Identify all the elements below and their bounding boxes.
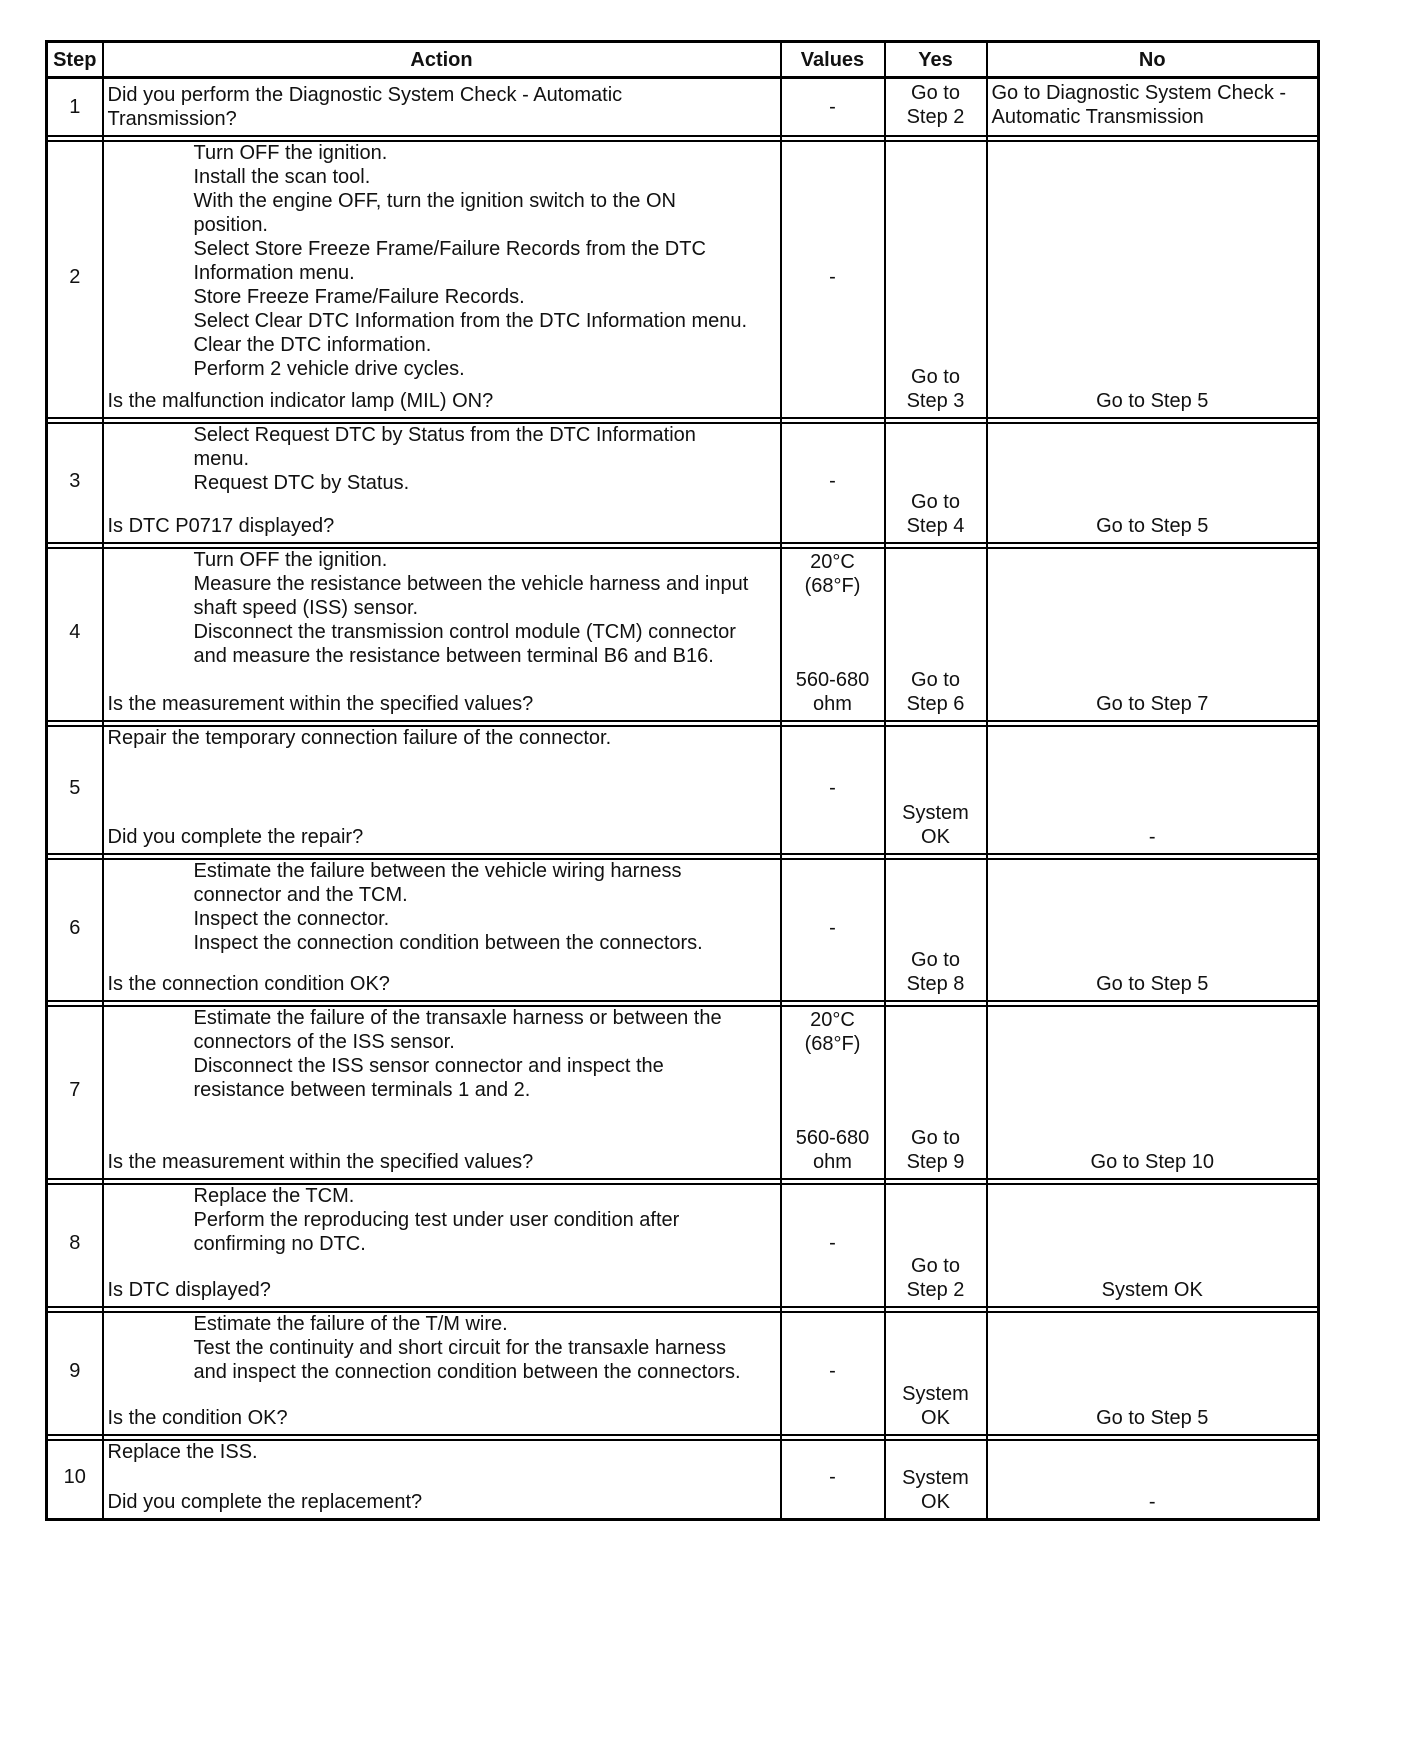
action-instruction: confirming no DTC. (193, 1233, 366, 1255)
action-instruction: Turn OFF the ignition. (193, 142, 388, 164)
yes-result (886, 1126, 986, 1174)
yes-line: Go to (911, 1127, 960, 1149)
action-instruction: and inspect the connection condition between the connectors. (193, 1361, 741, 1383)
action-line: Replace the ISS. (107, 1441, 258, 1463)
no-result: System OK (1101, 1279, 1203, 1301)
action-instruction: Store Freeze Frame/Failure Records. (193, 286, 525, 308)
table-row (47, 1307, 1319, 1435)
values-temperature (782, 1008, 884, 1056)
action-instruction: position. (193, 214, 268, 236)
values-cell (781, 136, 885, 418)
header-step: Step (47, 42, 103, 78)
values-cell (781, 1179, 885, 1307)
no-cell (987, 1435, 1319, 1519)
header-no: No (987, 42, 1319, 78)
values-line: 20°C (810, 551, 855, 573)
action-cell (103, 78, 781, 137)
values-line: ohm (813, 693, 852, 715)
action-instruction: connectors of the ISS sensor. (193, 1031, 455, 1053)
action-cell (103, 418, 781, 543)
yes-line: Step 4 (906, 515, 965, 537)
values-dash: - (829, 266, 836, 288)
values-line: ohm (813, 1151, 852, 1173)
values-dash: - (829, 1360, 836, 1382)
action-instruction: Inspect the connection condition between the connectors. (193, 932, 703, 954)
action-instruction: Perform 2 vehicle drive cycles. (193, 358, 465, 380)
no-result: - (1148, 826, 1156, 848)
action-instruction: Select Clear DTC Information from the DTC Information menu. (193, 310, 748, 332)
values-cell (781, 1307, 885, 1435)
yes-result (886, 668, 986, 716)
no-cell (987, 418, 1319, 543)
yes-line: System (902, 1466, 969, 1489)
yes-cell (885, 543, 987, 721)
step-number: 5 (47, 721, 103, 854)
action-instruction: Install the scan tool. (193, 166, 371, 188)
action-instruction: Turn OFF the ignition. (193, 549, 388, 571)
step-number: 7 (47, 1001, 103, 1179)
no-cell (987, 543, 1319, 721)
yes-line: Go to (911, 669, 960, 691)
action-question: Is DTC P0717 displayed? (107, 515, 335, 537)
yes-line: Step 6 (906, 693, 965, 715)
step-number: 4 (47, 543, 103, 721)
no-cell (987, 136, 1319, 418)
values-temperature (782, 550, 884, 598)
no-cell (987, 1179, 1319, 1307)
action-instruction: Select Store Freeze Frame/Failure Records from the DTC (193, 238, 706, 260)
values-dash: - (829, 96, 836, 118)
no-result: Go to Step 5 (1096, 973, 1209, 995)
action-instruction: Estimate the failure between the vehicle wiring harness (193, 860, 682, 882)
yes-line: Go to (911, 491, 960, 513)
action-cell (103, 543, 781, 721)
yes-line: System (902, 1383, 969, 1405)
yes-result (886, 1254, 986, 1302)
action-question: Is the measurement within the specified values? (107, 1151, 534, 1173)
yes-line: Step 9 (906, 1151, 965, 1173)
table-row (47, 1001, 1319, 1179)
table-row (47, 721, 1319, 854)
yes-cell (885, 78, 987, 137)
action-cell (103, 854, 781, 1001)
no-result: Go to Step 5 (1096, 390, 1209, 412)
values-dash: - (829, 776, 836, 799)
header-row (47, 42, 1319, 78)
values-line: (68°F) (804, 575, 861, 597)
yes-cell (885, 1307, 987, 1435)
yes-line: Step 3 (906, 390, 965, 412)
action-cell (103, 1307, 781, 1435)
action-instruction: Inspect the connector. (193, 908, 390, 930)
no-cell (987, 78, 1319, 137)
action-instruction: Select Request DTC by Status from the DTC Information (193, 424, 696, 446)
no-result: Go to Step 10 (1090, 1151, 1214, 1173)
values-cell (781, 418, 885, 543)
step-number: 6 (47, 854, 103, 1001)
no-result: - (1148, 1490, 1156, 1513)
action-cell (103, 136, 781, 418)
yes-line: Go to (911, 949, 960, 971)
action-instruction: Perform the reproducing test under user condition after (193, 1209, 680, 1231)
action-instruction: Disconnect the transmission control module (TCM) connector (193, 621, 736, 643)
action-question: Is the connection condition OK? (107, 973, 390, 995)
yes-line: Go to (911, 366, 960, 388)
action-cell (103, 1435, 781, 1519)
action-instruction: menu. (193, 448, 250, 470)
no-cell (987, 1307, 1319, 1435)
action-question: Did you complete the repair? (107, 826, 364, 848)
yes-cell (885, 1435, 987, 1519)
table-row (47, 78, 1319, 137)
no-result: Go to Step 7 (1096, 693, 1209, 715)
table-row (47, 136, 1319, 418)
yes-cell (885, 854, 987, 1001)
yes-result (886, 948, 986, 996)
action-question: Is the malfunction indicator lamp (MIL) ON? (107, 390, 494, 412)
action-instruction: Information menu. (193, 262, 355, 284)
values-dash: - (829, 916, 836, 939)
action-question: Is the condition OK? (107, 1407, 288, 1429)
yes-result (886, 1466, 986, 1514)
action-instruction: Replace the TCM. (193, 1185, 355, 1207)
values-resistance (782, 668, 884, 716)
step-number: 9 (47, 1307, 103, 1435)
action-instruction: Estimate the failure of the T/M wire. (193, 1313, 508, 1335)
action-line: Repair the temporary connection failure of the connector. (107, 727, 612, 749)
action-question: Did you complete the replacement? (107, 1490, 423, 1513)
step-number: 3 (47, 418, 103, 543)
values-line: (68°F) (804, 1033, 861, 1055)
yes-result (886, 490, 986, 538)
no-line: Automatic Transmission (991, 106, 1204, 128)
action-instruction: Measure the resistance between the vehicle harness and input (193, 573, 749, 595)
step-number: 10 (47, 1435, 103, 1519)
no-result: Go to Step 5 (1096, 1407, 1209, 1429)
yes-line: Step 2 (906, 106, 965, 128)
action-question: Is the measurement within the specified values? (107, 693, 534, 715)
action-line: Transmission? (107, 108, 237, 130)
action-instruction: Request DTC by Status. (193, 472, 410, 494)
action-cell (103, 721, 781, 854)
table-row (47, 1435, 1319, 1519)
diagnostic-table (45, 40, 1320, 1521)
table-row (47, 418, 1319, 543)
values-resistance (782, 1126, 884, 1174)
header-action: Action (103, 42, 781, 78)
values-line: 20°C (810, 1009, 855, 1031)
table-row (47, 1179, 1319, 1307)
yes-result (886, 1382, 986, 1430)
values-line: 560-680 (795, 1127, 870, 1149)
action-instruction: Clear the DTC information. (193, 334, 432, 356)
table-row (47, 854, 1319, 1001)
values-dash: - (829, 469, 836, 492)
yes-line: OK (921, 826, 950, 848)
header-values: Values (781, 42, 885, 78)
yes-result (886, 801, 986, 849)
values-cell (781, 78, 885, 137)
no-cell (987, 854, 1319, 1001)
step-number: 2 (47, 136, 103, 418)
yes-line: System (902, 802, 969, 824)
yes-cell (885, 418, 987, 543)
action-cell (103, 1001, 781, 1179)
yes-line: Step 8 (906, 973, 965, 995)
header-yes: Yes (885, 42, 987, 78)
no-line: Go to Diagnostic System Check - (991, 82, 1287, 104)
yes-cell (885, 1179, 987, 1307)
values-dash: - (829, 1232, 836, 1254)
no-result: Go to Step 5 (1096, 515, 1209, 537)
values-cell (781, 1435, 885, 1519)
values-line: 560-680 (795, 669, 870, 691)
yes-line: Go to (911, 82, 960, 104)
values-dash: - (829, 1465, 836, 1488)
table-row (47, 543, 1319, 721)
action-line: Did you perform the Diagnostic System Check - Automatic (107, 84, 623, 106)
action-instruction: Test the continuity and short circuit for the transaxle harness (193, 1337, 726, 1359)
yes-cell (885, 1001, 987, 1179)
values-cell (781, 1001, 885, 1179)
values-cell (781, 721, 885, 854)
action-instruction: connector and the TCM. (193, 884, 408, 906)
action-instruction: With the engine OFF, turn the ignition switch to the ON (193, 190, 676, 212)
action-instruction: resistance between terminals 1 and 2. (193, 1079, 531, 1101)
action-instruction: Estimate the failure of the transaxle harness or between the (193, 1007, 722, 1029)
yes-line: Step 2 (906, 1279, 965, 1301)
step-number: 8 (47, 1179, 103, 1307)
yes-result (886, 81, 986, 129)
action-cell (103, 1179, 781, 1307)
action-instruction: shaft speed (ISS) sensor. (193, 597, 419, 619)
action-question: Is DTC displayed? (107, 1279, 271, 1301)
yes-result (886, 365, 986, 413)
yes-line: Go to (911, 1255, 960, 1277)
yes-cell (885, 721, 987, 854)
action-instruction: and measure the resistance between terminal B6 and B16. (193, 645, 714, 667)
yes-line: OK (921, 1490, 950, 1513)
values-cell (781, 543, 885, 721)
no-cell (987, 1001, 1319, 1179)
action-instruction: Disconnect the ISS sensor connector and inspect the (193, 1055, 664, 1077)
step-number: 1 (47, 78, 103, 137)
yes-cell (885, 136, 987, 418)
no-cell (987, 721, 1319, 854)
values-cell (781, 854, 885, 1001)
yes-line: OK (921, 1407, 950, 1429)
no-result (992, 81, 1314, 129)
